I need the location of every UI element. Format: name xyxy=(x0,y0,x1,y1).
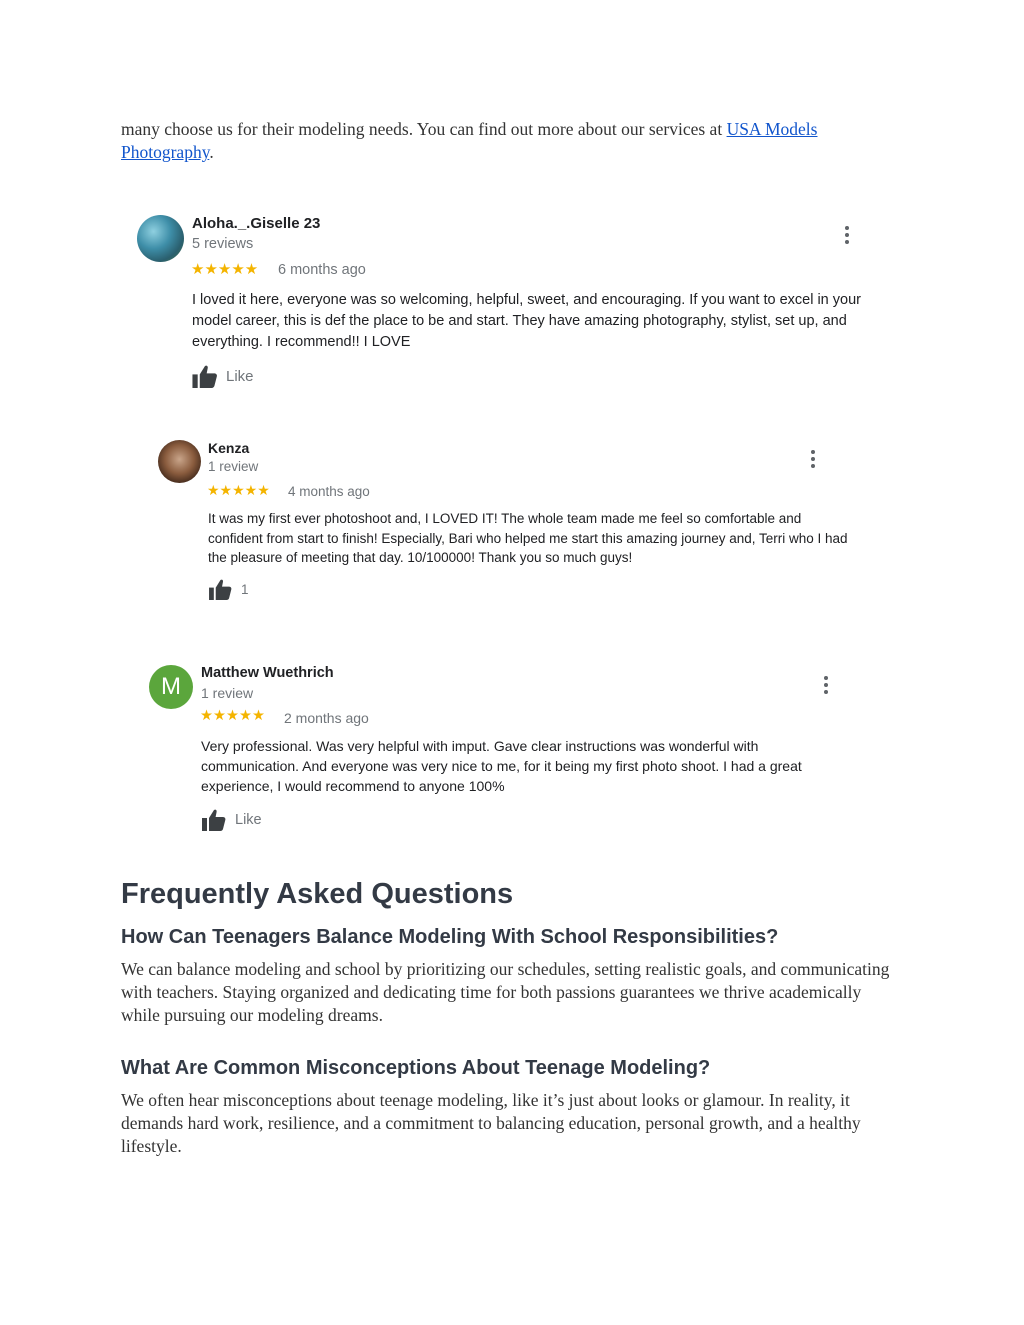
review-count: 5 reviews xyxy=(192,236,254,252)
review-text: It was my first ever photoshoot and, I LOVED IT! The whole team made me feel so comfortable and confident from start to finish! Especially, Bari who helped me start this amazing journey and, Terri who I had the pleasure of meeting that day. 10/100000! Thank you so much guys! xyxy=(208,511,848,565)
star-rating: ★★★★★ xyxy=(191,261,259,278)
more-options-icon[interactable] xyxy=(810,450,816,468)
reviewer-avatar xyxy=(158,440,201,483)
intro-paragraph xyxy=(121,118,901,164)
review-text: Very professional. Was very helpful with imput. Gave clear instructions was wonderful with communication. And everyone was very nice to me, for it being my first photo shoot. I had a great experience, I would recommend to anyone 100% xyxy=(201,738,802,794)
intro-after-link: . xyxy=(209,142,214,162)
review-date: 2 months ago xyxy=(284,710,369,726)
review-date: 6 months ago xyxy=(278,262,366,278)
like-count: 1 xyxy=(241,582,249,597)
thumbs-up-icon xyxy=(208,579,233,600)
reviewer-name[interactable]: Kenza xyxy=(208,440,250,456)
faq-question: How Can Teenagers Balance Modeling With School Responsibilities? xyxy=(121,926,779,948)
reviewer-avatar xyxy=(137,215,184,262)
faq-heading: Frequently Asked Questions xyxy=(121,878,514,910)
like-button[interactable] xyxy=(192,365,254,388)
faq-question: What Are Common Misconceptions About Teenage Modeling? xyxy=(121,1057,711,1079)
like-label: Like xyxy=(226,368,254,385)
more-options-icon[interactable] xyxy=(844,226,850,244)
review-count: 1 review xyxy=(201,685,254,701)
faq-answer: We can balance modeling and school by prioritizing our schedules, setting realistic goals, and communicating with teachers. Staying organized and dedicating time for both passions guarantees we thrive academically while pursuing our modeling dreams. xyxy=(121,959,890,1025)
reviewer-name[interactable]: Aloha._.Giselle 23 xyxy=(192,215,321,232)
like-label: Like xyxy=(235,812,262,828)
usa-models-photography-link[interactable]: USA Models Photography xyxy=(121,119,818,162)
more-options-icon[interactable] xyxy=(823,676,829,694)
star-rating: ★★★★★ xyxy=(207,482,270,498)
review-date: 4 months ago xyxy=(288,484,370,499)
reviewer-name[interactable]: Matthew Wuethrich xyxy=(201,665,334,681)
thumbs-up-icon xyxy=(192,365,218,388)
avatar-letter: M xyxy=(161,673,181,700)
reviewer-avatar xyxy=(149,665,193,709)
review-text: I loved it here, everyone was so welcoming, helpful, sweet, and encouraging. If you want to excel in your model career, this is def the place to be and start. They have amazing photography, stylist, set up, and everything. I recommend!! I LOVE xyxy=(192,292,861,350)
like-button[interactable] xyxy=(208,579,249,600)
like-button[interactable] xyxy=(201,809,262,831)
intro-text: many choose us for their modeling needs. You can find out more about our services at xyxy=(121,119,727,139)
review-count: 1 review xyxy=(208,459,259,474)
thumbs-up-icon xyxy=(201,809,227,831)
faq-answer: We often hear misconceptions about teenage modeling, like it’s just about looks or glamour. In reality, it demands hard work, resilience, and a commitment to balancing education, personal growth, and a healthy lifestyle. xyxy=(121,1090,861,1156)
star-rating: ★★★★★ xyxy=(200,708,265,724)
